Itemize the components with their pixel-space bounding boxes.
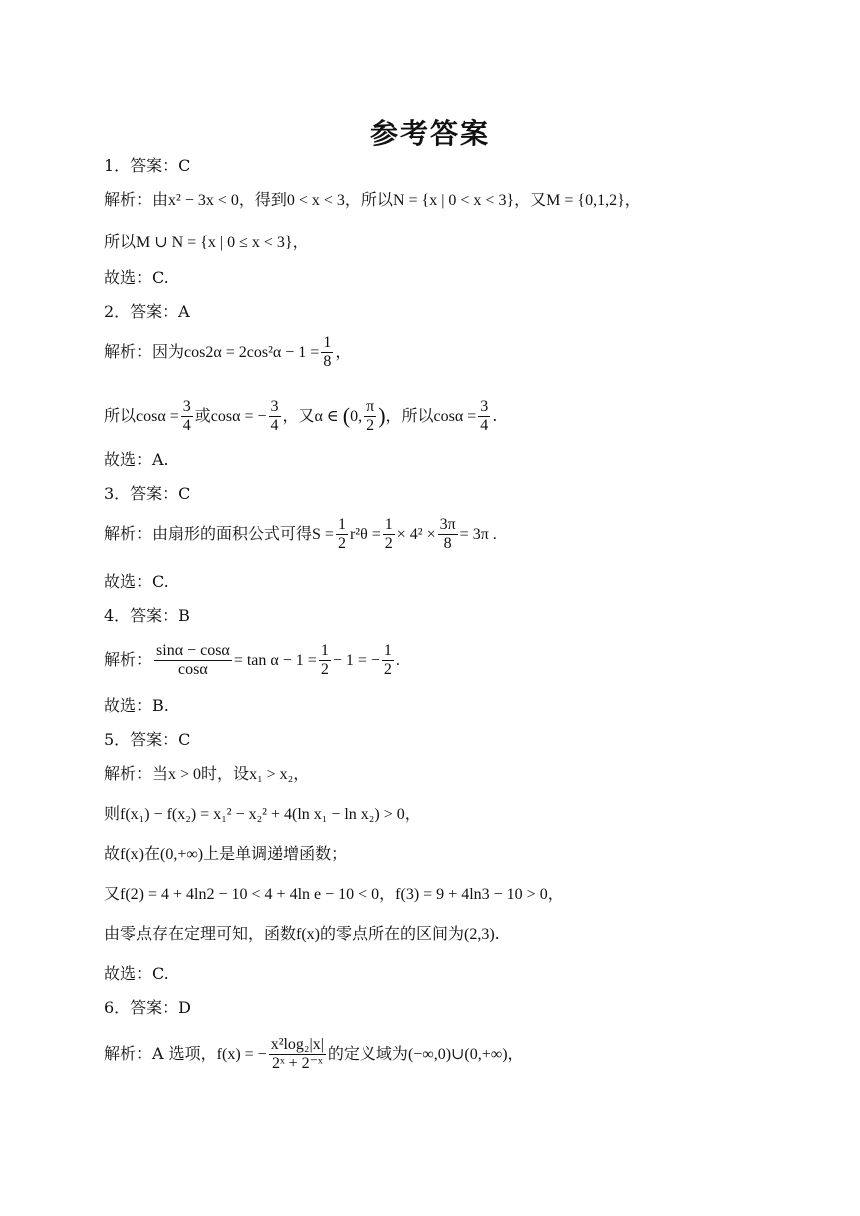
text: 解析：因为	[104, 342, 185, 361]
text: ，	[379, 884, 396, 903]
fraction	[181, 398, 193, 435]
formula: 0,	[350, 408, 363, 425]
formula: (2,3)	[464, 926, 495, 943]
close-paren: )	[378, 403, 386, 428]
denominator: 2	[384, 535, 393, 552]
fraction	[269, 398, 281, 435]
text: ，	[507, 1044, 524, 1063]
formula: cosα =	[136, 408, 179, 425]
formula: f(x) = −	[216, 1046, 267, 1063]
q5-answer: 5．答案：C	[104, 730, 191, 749]
q2-conclusion: 故选：A.	[104, 450, 169, 469]
text: ，又	[282, 406, 315, 425]
fraction	[336, 516, 348, 553]
q4-analysis-line1	[104, 642, 400, 679]
fraction	[319, 642, 331, 679]
formula: α ∈	[314, 408, 343, 425]
q5-analysis-line1	[104, 764, 309, 785]
q6-answer: 6．答案：D	[104, 998, 192, 1017]
denominator: 2ˣ + 2⁻ˣ	[271, 1055, 323, 1072]
numerator: 1	[337, 516, 346, 533]
q5-analysis-line2	[104, 804, 421, 825]
denominator: 8	[323, 353, 332, 370]
denominator: 2	[320, 661, 329, 678]
formula: x > 0	[168, 766, 202, 783]
fraction	[364, 398, 376, 435]
text: 解析：A 选项，	[104, 1044, 217, 1063]
formula: = 3π .	[459, 526, 497, 543]
q4-answer: 4．答案：B	[104, 606, 190, 625]
numerator: 3	[270, 398, 279, 415]
denominator: 4	[182, 417, 191, 434]
formula: cos2α = 2cos²α − 1 =	[184, 344, 320, 361]
text: 或	[194, 406, 211, 425]
text: 所以	[104, 232, 137, 251]
q1-analysis-line2	[104, 232, 309, 253]
formula: − 1 = −	[332, 652, 380, 669]
denominator: 8	[443, 535, 452, 552]
formula: .	[395, 652, 400, 669]
q3-analysis-line1	[104, 516, 497, 553]
formula: x² − 3x < 0	[168, 192, 239, 209]
numerator: 1	[320, 642, 329, 659]
formula: (−∞,0)∪(0,+∞)	[407, 1046, 508, 1063]
fraction	[383, 516, 395, 553]
text: ，所以	[385, 406, 434, 425]
text: 的定义域为	[327, 1044, 408, 1063]
q5-conclusion: 故选：C.	[104, 964, 169, 983]
fraction	[321, 334, 333, 371]
numerator: 1	[383, 642, 392, 659]
text: 则	[104, 804, 121, 823]
formula: × 4² ×	[396, 526, 436, 543]
text: 解析：当	[104, 764, 169, 783]
text: ，	[404, 804, 421, 823]
formula: x₁ > x₂	[249, 766, 294, 783]
q5-analysis-line3	[104, 844, 347, 865]
formula: r²θ =	[349, 526, 381, 543]
numerator: sinα − cosα	[156, 642, 230, 659]
formula: cosα =	[433, 408, 477, 425]
text: 解析：	[104, 650, 153, 669]
numerator: 1	[323, 334, 332, 351]
denominator: 2	[337, 535, 346, 552]
q2-analysis-line1	[104, 334, 351, 371]
fraction	[478, 398, 490, 435]
formula: 0 < x < 3	[286, 192, 345, 209]
formula: M = {0,1,2}	[546, 192, 625, 209]
text: ，得到	[238, 190, 287, 209]
formula: S =	[312, 526, 334, 543]
q6-analysis-line1	[104, 1036, 524, 1073]
open-paren: (	[342, 403, 351, 428]
numerator: 1	[384, 516, 393, 533]
text: .	[494, 924, 500, 943]
text: 时，设	[201, 764, 250, 783]
fraction	[269, 1036, 326, 1073]
q5-analysis-line5	[104, 924, 500, 945]
text: 由零点存在定理可知，函数	[104, 924, 297, 943]
q1-analysis-line1	[104, 190, 641, 211]
denominator: cosα	[178, 661, 208, 678]
numerator: 3π	[439, 516, 456, 533]
numerator: 3	[182, 398, 191, 415]
text: ，	[547, 884, 564, 903]
q2-analysis-line2	[104, 398, 497, 435]
denominator: 2	[366, 417, 375, 434]
text: ，	[335, 342, 352, 361]
formula: N = {x | 0 < x < 3}	[392, 192, 515, 209]
formula: (0,+∞)	[160, 846, 204, 863]
formula: f(x)	[296, 926, 320, 943]
numerator: 3	[480, 398, 489, 415]
page-title: 参考答案	[369, 117, 490, 150]
formula: cosα = −	[210, 408, 267, 425]
text: 解析：由扇形的面积公式可得	[104, 524, 313, 543]
fraction	[438, 516, 458, 553]
formula: = tan α − 1 =	[233, 652, 317, 669]
formula: f(x₁) − f(x₂) = x₁² − x₂² + 4(ln x₁ − ln x₂) > 0	[120, 806, 405, 823]
formula: f(x)	[120, 846, 144, 863]
text: 解析：由	[104, 190, 169, 209]
denominator: 4	[270, 417, 279, 434]
formula: M ∪ N = {x | 0 ≤ x < 3}	[136, 234, 293, 251]
text: 所以	[104, 406, 137, 425]
fraction	[154, 642, 232, 679]
text: 的零点所在的区间为	[320, 924, 465, 943]
q3-answer: 3．答案：C	[104, 484, 191, 503]
numerator: x²log₂|x|	[270, 1036, 324, 1053]
text: ，	[292, 232, 309, 251]
text: 又	[104, 884, 121, 903]
q1-conclusion: 故选：C.	[104, 268, 169, 287]
q1-answer: 1．答案：C	[104, 156, 191, 175]
formula: f(3) = 9 + 4ln3 − 10 > 0	[395, 886, 548, 903]
q2-answer: 2．答案：A	[104, 302, 190, 321]
numerator: π	[366, 398, 375, 415]
q3-conclusion: 故选：C.	[104, 572, 169, 591]
q5-analysis-line4	[104, 884, 564, 905]
text: ，又	[514, 190, 547, 209]
text: ，所以	[344, 190, 393, 209]
formula: f(2) = 4 + 4ln2 − 10 < 4 + 4ln e − 10 < 0	[120, 886, 380, 903]
q4-conclusion: 故选：B.	[104, 696, 169, 715]
text: ，	[624, 190, 641, 209]
text: .	[492, 406, 498, 425]
text: 上是单调递增函数；	[203, 844, 348, 863]
text: ，	[293, 764, 310, 783]
text: 在	[144, 844, 161, 863]
fraction	[382, 642, 394, 679]
text: 故	[104, 844, 121, 863]
denominator: 4	[480, 417, 489, 434]
denominator: 2	[383, 661, 392, 678]
